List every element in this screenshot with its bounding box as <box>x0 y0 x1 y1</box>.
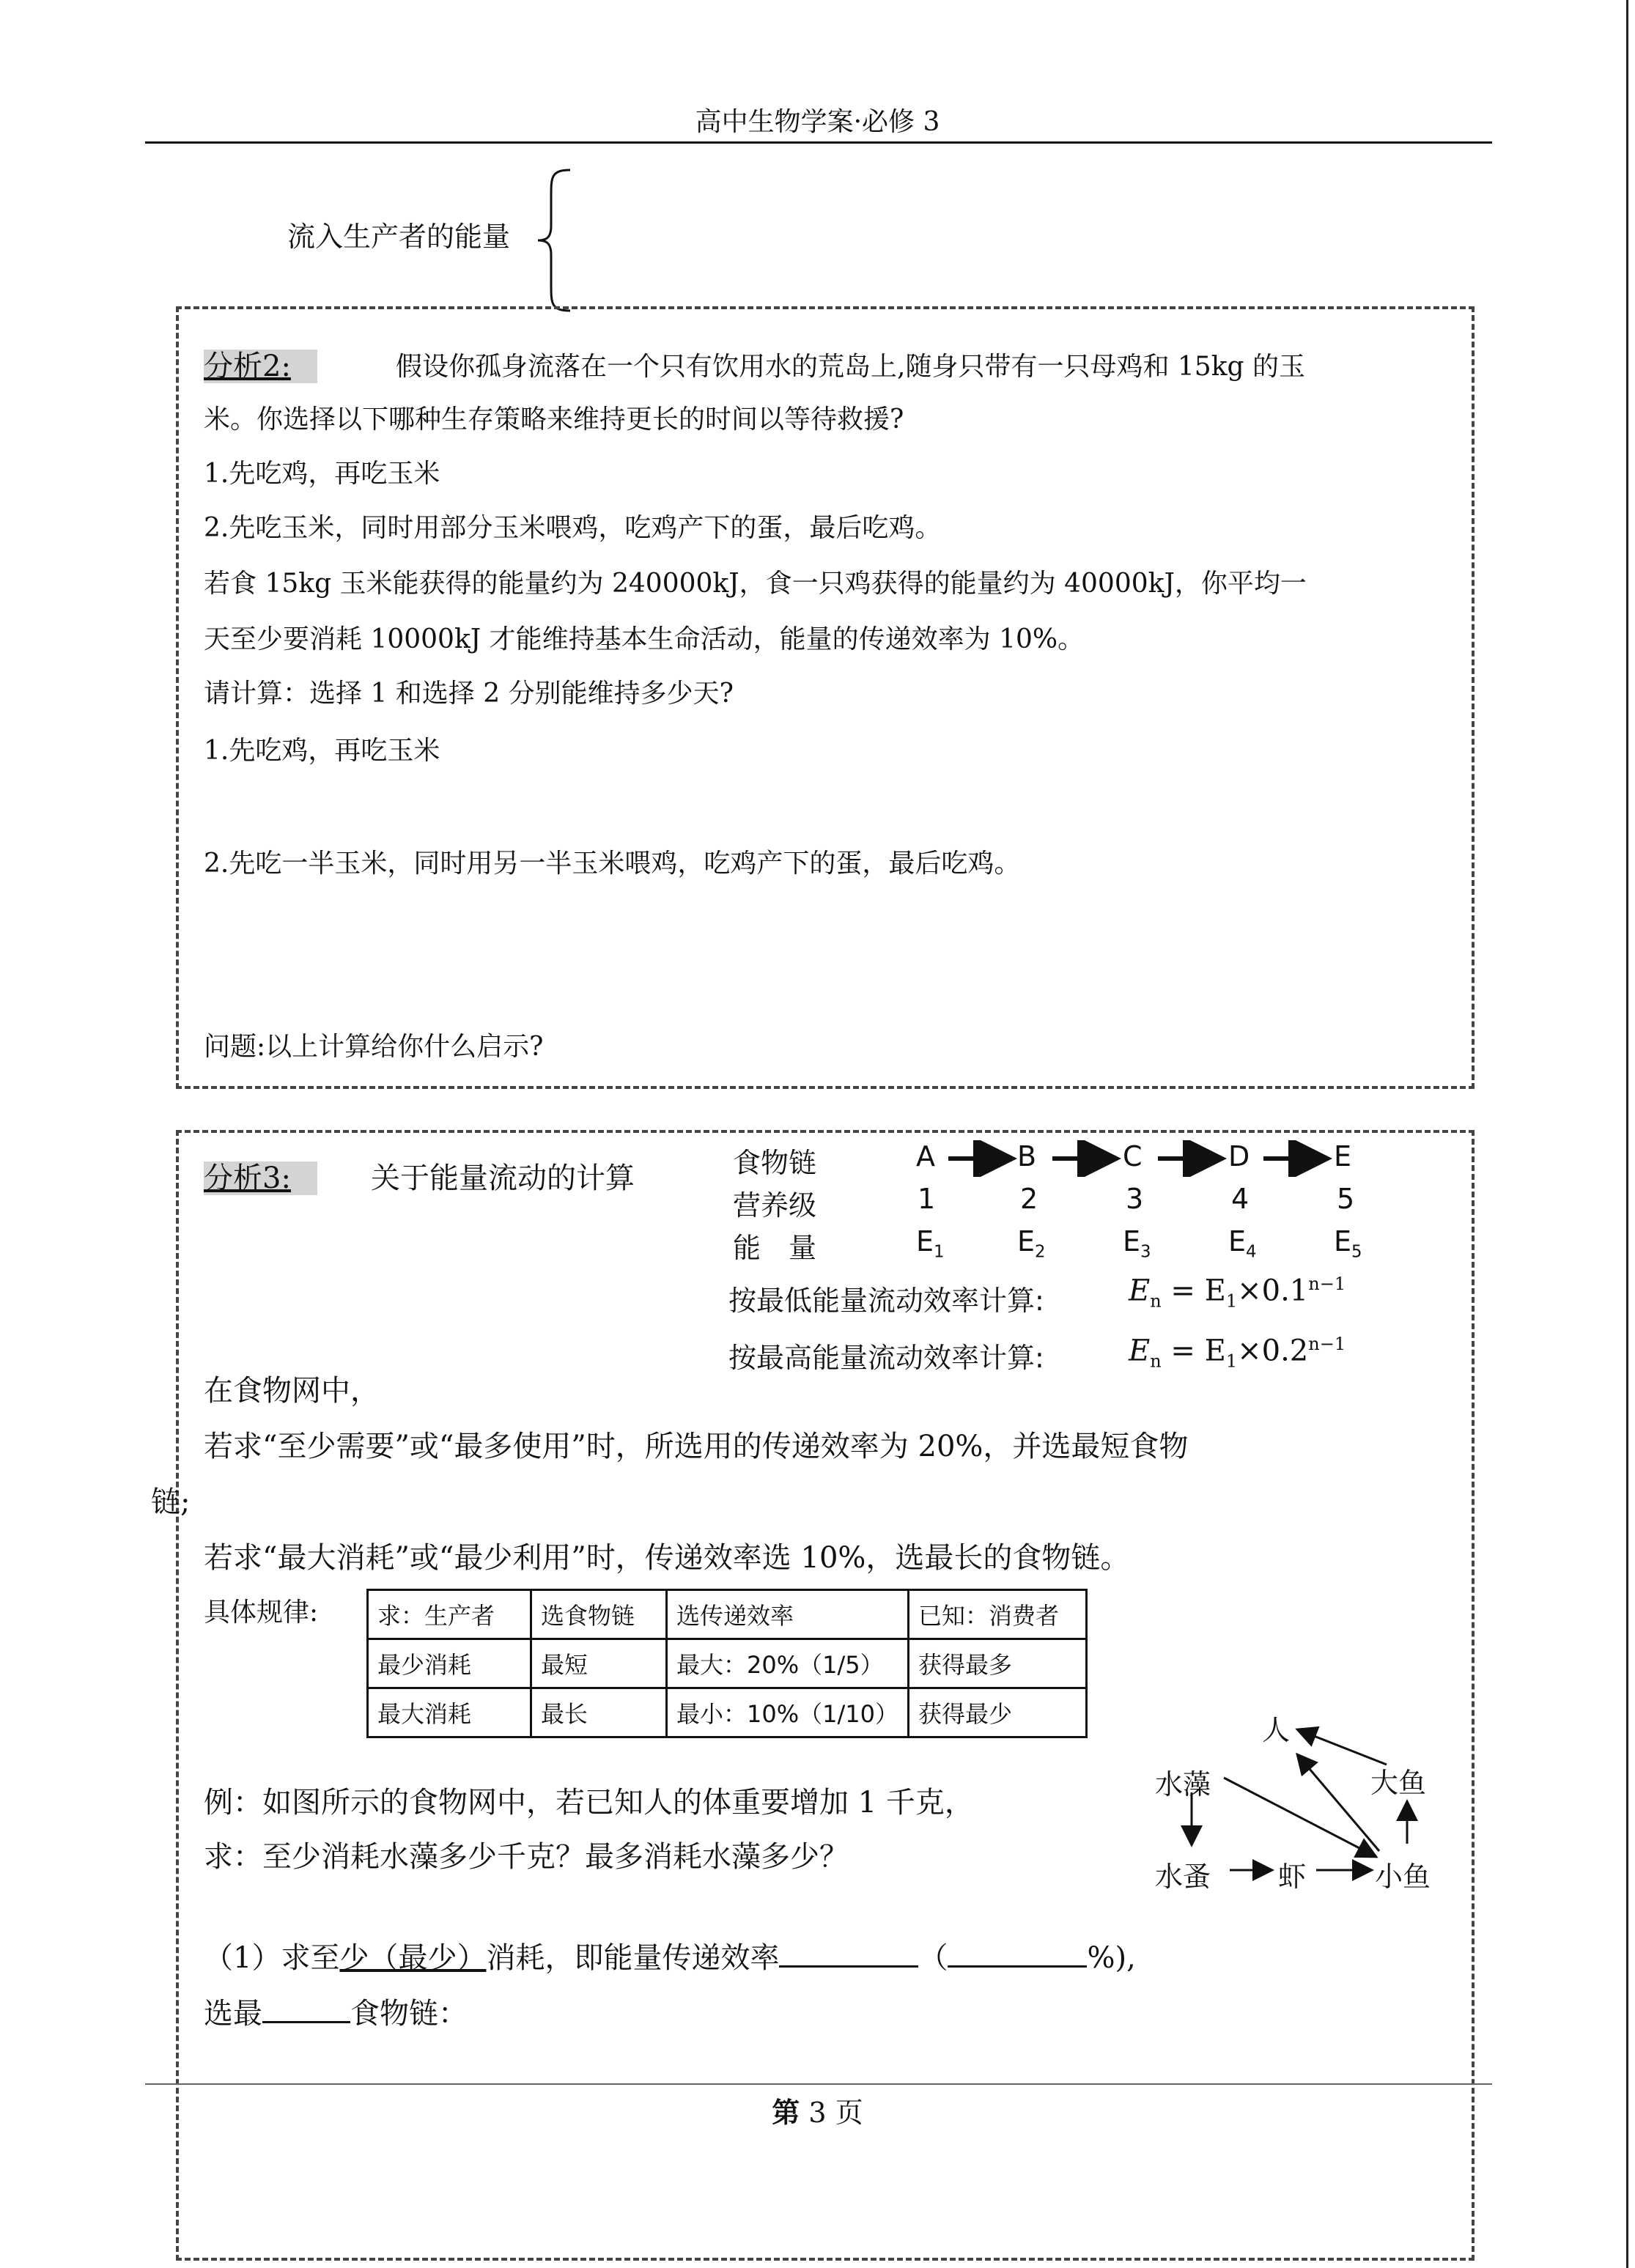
table-row <box>368 1688 1087 1737</box>
table-header-cell: 已知：消费者 <box>909 1590 1087 1639</box>
page-footer: 第 3 页 <box>772 2096 863 2129</box>
header-rule <box>145 141 1492 144</box>
chain-organism-e: E <box>1334 1140 1352 1172</box>
left-brace-icon <box>535 167 579 314</box>
analysis-3-title <box>204 1155 317 1197</box>
table-header-row <box>368 1590 1087 1639</box>
analysis-2-colon: : <box>281 350 291 383</box>
chain-organism-d: D <box>1228 1140 1250 1172</box>
foodweb-arrows <box>1143 1700 1451 1898</box>
analysis-2-label: 分析 <box>204 350 262 383</box>
analysis-2-calc-2: 2.先吃一半玉米，同时用另一半玉米喂鸡，吃鸡产下的蛋，最后吃鸡。 <box>204 849 1021 879</box>
analysis-2-ask: 请计算：选择 1 和选择 2 分别能维持多少天? <box>204 679 734 709</box>
table-cell: 最少消耗 <box>368 1639 531 1688</box>
chain-energy-1: $E_1$ <box>916 1225 945 1262</box>
analysis-2-title <box>204 343 317 385</box>
chain-row-label-trophic-level: 营养级 <box>733 1189 817 1222</box>
analysis-2-num: 2 <box>262 350 281 383</box>
arrow-algae-smallfish-icon <box>1224 1778 1376 1857</box>
rule-1-line-a: 若求“至少需要”或“最多使用”时，所选用的传递效率为 20%，并选最短食物 <box>204 1430 1189 1463</box>
rules-label: 具体规律: <box>204 1597 319 1628</box>
rule-1-line-b: 链; <box>151 1485 191 1519</box>
footer-rule <box>145 2083 1492 2085</box>
page-border <box>1626 0 1628 2268</box>
chain-energy-5: $E_5$ <box>1334 1225 1362 1262</box>
example-line-1: 例：如图所示的食物网中，若已知人的体重要增加 1 千克， <box>204 1786 974 1820</box>
chain-level-2: 2 <box>1020 1183 1038 1215</box>
table-row <box>368 1639 1087 1688</box>
table-cell: 最短 <box>531 1639 667 1688</box>
table-cell: 获得最多 <box>909 1639 1087 1688</box>
chain-organism-c: C <box>1123 1140 1143 1172</box>
table-header-cell: 选食物链 <box>531 1590 667 1639</box>
analysis-2-option-2: 2.先吃玉米，同时用部分玉米喂鸡，吃鸡产下的蛋，最后吃鸡。 <box>204 513 942 543</box>
analysis-2-given-1: 若食 15kg 玉米能获得的能量约为 240000kJ，食一只鸡获得的能量约为 40000kJ，你平均一 <box>204 569 1307 599</box>
question-1-line: （1）求至少（最少）消耗，即能量传递效率 （ %), <box>204 1935 1136 1976</box>
table-cell: 最大：20%（1/5） <box>667 1639 909 1688</box>
table-cell: 最大消耗 <box>368 1688 531 1737</box>
chain-energy-4: $E_4$ <box>1228 1225 1257 1262</box>
answer-blank-efficiency[interactable] <box>779 1939 918 1968</box>
analysis-2-question: 问题:以上计算给你什么启示? <box>204 1032 544 1062</box>
chain-arrows <box>938 1140 1348 1177</box>
foodweb-node-algae: 水藻 <box>1155 1768 1211 1800</box>
food-web-intro: 在食物网中， <box>204 1374 380 1408</box>
table-header-cell: 选传递效率 <box>667 1590 909 1639</box>
foodweb-node-human: 人 <box>1262 1714 1291 1746</box>
analysis-3-colon: : <box>281 1161 291 1195</box>
analysis-2-calc-1: 1.先吃鸡，再吃玉米 <box>204 736 440 766</box>
page-number: 3 <box>808 2097 827 2129</box>
rule-high-label: 按最高能量流动效率计算: <box>728 1342 1044 1374</box>
table-cell: 最小：10%（1/10） <box>667 1688 909 1737</box>
analysis-2-intro-2: 米。你选择以下哪种生存策略来维持更长的时间以等待救援? <box>204 405 904 435</box>
example-line-2: 求：至少消耗水藻多少千克？最多消耗水藻多少？ <box>204 1840 849 1874</box>
chain-organism-a: A <box>916 1140 935 1172</box>
formula-high: $E_n = E_1\times 0.2^{n-1}$ <box>1129 1334 1346 1372</box>
answer-blank-percent[interactable] <box>948 1939 1087 1968</box>
analysis-3-subtitle: 关于能量流动的计算 <box>371 1161 635 1195</box>
table-header-cell: 求：生产者 <box>368 1590 531 1639</box>
arrow-bigfish-human-icon <box>1297 1729 1387 1765</box>
table-cell: 获得最少 <box>909 1688 1087 1737</box>
analysis-3-label: 分析 <box>204 1161 262 1195</box>
table-cell: 最长 <box>531 1688 667 1737</box>
analysis-2-option-1: 1.先吃鸡，再吃玉米 <box>204 459 440 489</box>
question-2-line: 选最 食物链： <box>204 1990 468 2032</box>
foodweb-node-shrimp: 虾 <box>1278 1861 1307 1893</box>
analysis-2-intro-1: 假设你孤身流落在一个只有饮用水的荒岛上,随身只带有一只母鸡和 15kg 的玉 <box>396 352 1305 382</box>
formula-low: $E_n = E_1\times 0.1^{n-1}$ <box>1129 1274 1346 1312</box>
rule-low-label: 按最低能量流动效率计算: <box>728 1285 1044 1317</box>
rule-2-line: 若求“最大消耗”或“最少利用”时，传递效率选 10%，选最长的食物链。 <box>204 1541 1130 1575</box>
analysis-2-given-2: 天至少要消耗 10000kJ 才能维持基本生命活动，能量的传递效率为 10%。 <box>204 624 1085 654</box>
foodweb-node-water-flea: 水蚤 <box>1155 1861 1211 1893</box>
chain-row-label-energy: 能 量 <box>733 1232 817 1264</box>
chain-level-1: 1 <box>918 1183 936 1215</box>
chain-energy-3: $E_3$ <box>1123 1225 1151 1262</box>
chain-row-label-food-chain: 食物链 <box>733 1147 817 1179</box>
chain-organism-b: B <box>1017 1140 1037 1172</box>
foodweb-node-big-fish: 大鱼 <box>1370 1767 1427 1799</box>
answer-blank-chain[interactable] <box>262 1995 350 2023</box>
flow-label: 流入生产者的能量 <box>287 221 511 253</box>
rules-table <box>366 1589 1088 1738</box>
chain-level-4: 4 <box>1231 1183 1250 1215</box>
chain-level-3: 3 <box>1126 1183 1144 1215</box>
chain-level-5: 5 <box>1337 1183 1355 1215</box>
page-header-title: 高中生物学案·必修 3 <box>695 107 940 137</box>
chain-energy-2: $E_2$ <box>1017 1225 1046 1262</box>
analysis-3-num: 3 <box>262 1161 281 1195</box>
foodweb-node-small-fish: 小鱼 <box>1375 1861 1431 1893</box>
